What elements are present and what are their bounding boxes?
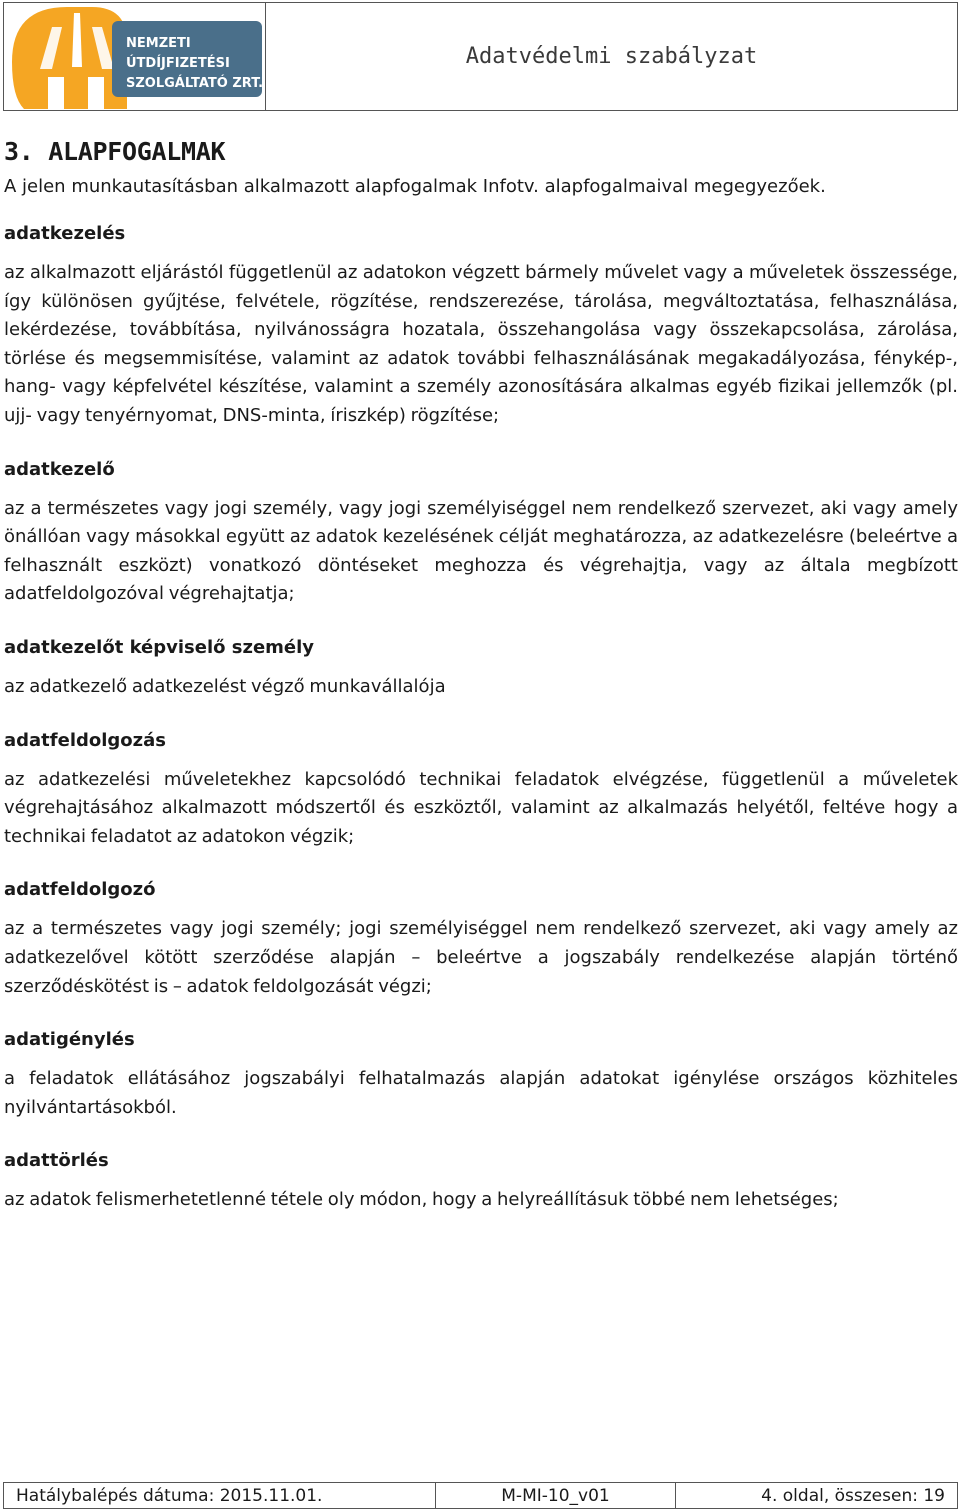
logo-line-2: ÚTDÍJFIZETÉSI (126, 56, 230, 71)
definition-term: adatfeldolgozás (4, 729, 166, 751)
effective-date: Hatálybalépés dátuma: 2015.11.01. (4, 1483, 436, 1508)
logo-line-1: NEMZETI (126, 36, 191, 51)
definition-adatkezelot-kepviselo (4, 633, 958, 702)
definition-adatkezeles (4, 219, 958, 431)
document-body (4, 132, 958, 1239)
definition-adatfeldolgozas (4, 726, 958, 852)
definition-text: az a természetes vagy jogi személy, vagy jogi személyiséggel nem rendelkező szervezet, aki vagy amely önállóan vagy másokkal együtt az adatok kezelésének célját meghatározza, az adatkezelésre (beleértve a felhasznált eszközt) vonatkozó döntéseket meghozza és végrehajtja, vagy az általa megbízott adatfeldolgozóval végrehajtatja; (4, 497, 958, 605)
definition-text: a feladatok ellátásához jogszabályi felhatalmazás alapján adatokat igénylése országos közhiteles nyilvántartásokból. (4, 1068, 958, 1118)
chapter-intro: A jelen munkautasításban alkalmazott alapfogalmak Infotv. alapfogalmaival megegyezőek. (4, 176, 826, 197)
definition-adattorles (4, 1146, 958, 1215)
definition-text: az adatok felismerhetetlenné tétele oly módon, hogy a helyreállításuk többé nem lehetséges; (4, 1189, 839, 1211)
definition-term: adatkezelő (4, 458, 115, 480)
company-logo (4, 3, 266, 110)
chapter-heading: 3. ALAPFOGALMAK (4, 137, 226, 166)
definition-term: adatfeldolgozó (4, 879, 156, 901)
page-number: 4. oldal, összesen: 19 (761, 1485, 945, 1506)
page-header (3, 2, 958, 111)
definition-text: az a természetes vagy jogi személy; jogi személyiséggel nem rendelkező szervezet, aki vagy amely az adatkezelővel kötött szerződése alapján – beleértve a jogszabály rendelkezése alapján történő szerződéskötést is – adatok feldolgozását végzi; (4, 918, 958, 997)
definition-term: adatkezelés (4, 223, 126, 244)
definition-term: adatkezelőt képviselő személy (4, 636, 315, 658)
definition-term: adatigénylés (4, 1029, 135, 1051)
road-logo-icon (12, 7, 264, 109)
definition-term: adattörlés (4, 1150, 109, 1172)
definition-text: az adatkezelő adatkezelést végző munkavállalója (4, 675, 446, 697)
definition-text: az alkalmazott eljárástól függetlenül az adatokon végzett bármely művelet vagy a műveletek összessége, így különösen gyűjtése, felvétele, rögzítése, rendszerezése, tárolása, megváltoztatása, felhasználása, lekérdezése, továbbítása, nyilvánosságra hozatala, összehangolása vagy összekapcsolása, zárolása, törlése és megsemmisítése, valamint az adatok további felhasználásának megakadályozása, fénykép-, hang- vagy képfelvétel készítése, valamint a személy azonosítására alkalmas egyéb fizikai jellemzők (pl. ujj- vagy tenyérnyomat, DNS-minta, íriszkép) rögzítése; (4, 262, 958, 426)
logo-line-3: SZOLGÁLTATÓ ZRT. (126, 76, 264, 91)
document-title: Adatvédelmi szabályzat (465, 44, 758, 69)
definition-text: az adatkezelési műveletekhez kapcsolódó technikai feladatok elvégzése, függetlenül a műveletek végrehajtásához alkalmazott módszertől és eszköztől, valamint az alkalmazás helyétől, feltéve hogy a technikai feladatot az adatokon végzik; (4, 768, 958, 847)
page-footer (3, 1482, 958, 1509)
definition-adatfeldolgozo (4, 875, 958, 1001)
definition-adatigenyles (4, 1025, 958, 1122)
definition-adatkezelo (4, 455, 958, 609)
document-code: M-MI-10_v01 (436, 1483, 676, 1508)
